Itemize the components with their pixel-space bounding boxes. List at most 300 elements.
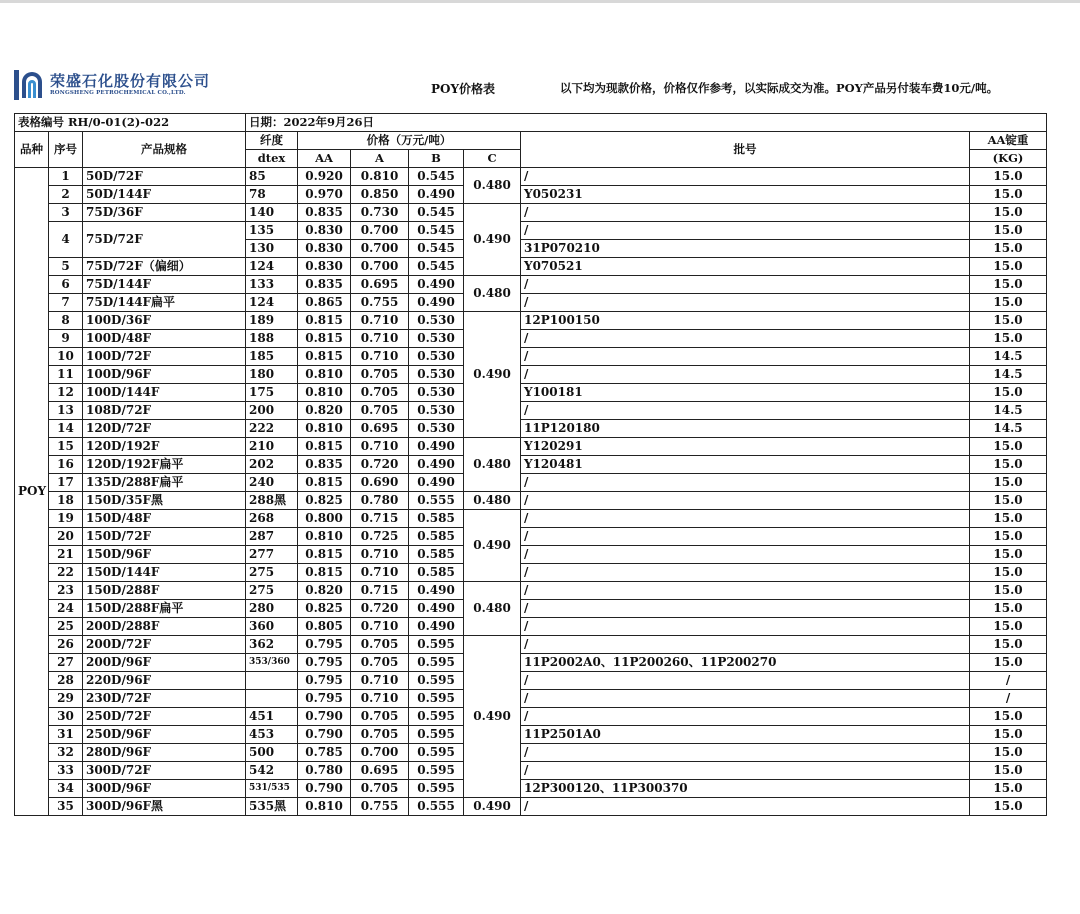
seq-cell: 22 [49,564,83,582]
batch-cell: / [521,672,970,690]
spec-cell: 150D/288F扁平 [83,600,246,618]
table-row [15,456,1047,474]
price-c-cell: 0.490 [464,510,521,582]
dtex-cell: 188 [246,330,298,348]
table-row [15,726,1047,744]
table-row [15,312,1047,330]
weight-cell: 15.0 [970,456,1047,474]
table-row [15,366,1047,384]
price-c-cell: 0.490 [464,636,521,798]
price-a-cell: 0.710 [351,312,409,330]
variety-cell: POY [15,168,49,816]
table-row [15,564,1047,582]
dtex-cell: 78 [246,186,298,204]
weight-cell: 15.0 [970,708,1047,726]
spec-cell: 100D/36F [83,312,246,330]
seq-cell: 11 [49,366,83,384]
table-row [15,798,1047,816]
dtex-cell: 140 [246,204,298,222]
batch-cell: / [521,348,970,366]
price-b-cell: 0.585 [409,510,464,528]
seq-cell: 24 [49,600,83,618]
price-a-cell: 0.850 [351,186,409,204]
spec-cell: 300D/96F黑 [83,798,246,816]
price-b-cell: 0.530 [409,312,464,330]
batch-cell: / [521,546,970,564]
price-a-cell: 0.705 [351,726,409,744]
batch-cell: 11P120180 [521,420,970,438]
spec-cell: 50D/144F [83,186,246,204]
spec-cell: 120D/72F [83,420,246,438]
dtex-cell: 189 [246,312,298,330]
dtex-cell: 185 [246,348,298,366]
weight-cell: 14.5 [970,402,1047,420]
weight-cell: 15.0 [970,204,1047,222]
table-row [15,582,1047,600]
price-aa-cell: 0.810 [298,420,351,438]
dtex-cell: 124 [246,294,298,312]
batch-cell: / [521,168,970,186]
price-a-cell: 0.710 [351,438,409,456]
batch-cell: 11P2002A0、11P200260、11P200270 [521,654,970,672]
price-aa-cell: 0.835 [298,276,351,294]
batch-cell: / [521,690,970,708]
price-a-cell: 0.710 [351,564,409,582]
price-aa-cell: 0.795 [298,690,351,708]
weight-cell: 15.0 [970,474,1047,492]
table-row [15,600,1047,618]
price-b-cell: 0.555 [409,492,464,510]
price-aa-cell: 0.820 [298,402,351,420]
price-aa-cell: 0.790 [298,708,351,726]
price-b-cell: 0.530 [409,402,464,420]
batch-cell: / [521,366,970,384]
price-a-cell: 0.700 [351,258,409,276]
table-row [15,528,1047,546]
price-b-cell: 0.595 [409,780,464,798]
price-a-cell: 0.695 [351,276,409,294]
header-batch: 批号 [521,132,970,168]
batch-cell: 12P300120、11P300370 [521,780,970,798]
top-bar [0,0,1080,3]
batch-cell: / [521,582,970,600]
price-aa-cell: 0.795 [298,672,351,690]
table-row [15,276,1047,294]
batch-cell: / [521,330,970,348]
price-a-cell: 0.710 [351,546,409,564]
weight-cell: 14.5 [970,420,1047,438]
price-b-cell: 0.490 [409,294,464,312]
batch-cell: 31P070210 [521,240,970,258]
dtex-cell: 222 [246,420,298,438]
seq-cell: 31 [49,726,83,744]
spec-cell: 150D/72F [83,528,246,546]
spec-cell: 280D/96F [83,744,246,762]
price-aa-cell: 0.785 [298,744,351,762]
company-logo [14,70,210,100]
spec-cell: 150D/35F黑 [83,492,246,510]
table-row [15,780,1047,798]
seq-cell: 6 [49,276,83,294]
price-aa-cell: 0.970 [298,186,351,204]
seq-cell: 17 [49,474,83,492]
weight-cell: 15.0 [970,168,1047,186]
seq-cell: 1 [49,168,83,186]
price-a-cell: 0.705 [351,636,409,654]
price-a-cell: 0.705 [351,402,409,420]
price-b-cell: 0.530 [409,348,464,366]
price-aa-cell: 0.780 [298,762,351,780]
table-row [15,294,1047,312]
dtex-cell: 268 [246,510,298,528]
table-row [15,708,1047,726]
price-b-cell: 0.490 [409,186,464,204]
price-a-cell: 0.700 [351,240,409,258]
batch-cell: / [521,402,970,420]
price-a-cell: 0.710 [351,690,409,708]
weight-cell: 15.0 [970,276,1047,294]
price-aa-cell: 0.810 [298,528,351,546]
dtex-cell: 124 [246,258,298,276]
seq-cell: 13 [49,402,83,420]
price-aa-cell: 0.800 [298,510,351,528]
table-row [15,258,1047,276]
batch-cell: / [521,528,970,546]
weight-cell: 15.0 [970,222,1047,240]
batch-cell: Y050231 [521,186,970,204]
price-a-cell: 0.715 [351,510,409,528]
price-aa-cell: 0.805 [298,618,351,636]
header-c: C [464,150,521,168]
batch-cell: 12P100150 [521,312,970,330]
header-a: A [351,150,409,168]
header-weight: AA锭重 [970,132,1047,150]
header-variety: 品种 [15,132,49,168]
weight-cell: 15.0 [970,384,1047,402]
batch-cell: / [521,276,970,294]
batch-cell: / [521,600,970,618]
header-aa: AA [298,150,351,168]
price-b-cell: 0.585 [409,546,464,564]
price-b-cell: 0.545 [409,222,464,240]
price-aa-cell: 0.830 [298,240,351,258]
price-aa-cell: 0.810 [298,384,351,402]
header-price: 价格（万元/吨） [298,132,521,150]
table-row [15,168,1047,186]
spec-cell: 200D/72F [83,636,246,654]
weight-cell: 15.0 [970,438,1047,456]
seq-cell: 8 [49,312,83,330]
table-row [15,384,1047,402]
dtex-cell: 130 [246,240,298,258]
header-dtex: 纤度 [246,132,298,150]
price-b-cell: 0.530 [409,366,464,384]
price-a-cell: 0.780 [351,492,409,510]
seq-cell: 29 [49,690,83,708]
weight-cell: 15.0 [970,618,1047,636]
batch-cell: / [521,564,970,582]
price-notice: 以下均为现款价格，价格仅作参考，以实际成交为准。POY产品另付装车费10元/吨。 [560,81,999,95]
spec-cell: 150D/288F [83,582,246,600]
weight-cell: 15.0 [970,726,1047,744]
price-aa-cell: 0.865 [298,294,351,312]
table-row [15,474,1047,492]
table-row [15,438,1047,456]
dtex-cell: 531/535 [246,780,298,798]
table-row [15,672,1047,690]
weight-cell: 15.0 [970,330,1047,348]
price-c-cell: 0.480 [464,168,521,204]
spec-cell: 100D/144F [83,384,246,402]
weight-cell: 15.0 [970,780,1047,798]
price-aa-cell: 0.835 [298,456,351,474]
spec-cell: 100D/96F [83,366,246,384]
price-a-cell: 0.720 [351,600,409,618]
spec-cell: 230D/72F [83,690,246,708]
price-c-cell: 0.490 [464,204,521,276]
price-a-cell: 0.695 [351,420,409,438]
price-b-cell: 0.595 [409,708,464,726]
price-b-cell: 0.595 [409,636,464,654]
dtex-cell: 240 [246,474,298,492]
seq-cell: 21 [49,546,83,564]
price-a-cell: 0.755 [351,798,409,816]
price-aa-cell: 0.815 [298,312,351,330]
price-b-cell: 0.595 [409,690,464,708]
price-aa-cell: 0.795 [298,636,351,654]
price-c-cell: 0.480 [464,582,521,636]
form-number: 表格编号 RH/0-01(2)-022 [15,114,246,132]
price-aa-cell: 0.815 [298,564,351,582]
spec-cell: 75D/36F [83,204,246,222]
price-aa-cell: 0.920 [298,168,351,186]
seq-cell: 9 [49,330,83,348]
price-aa-cell: 0.830 [298,258,351,276]
table-row [15,618,1047,636]
batch-cell: / [521,744,970,762]
header-spec: 产品规格 [83,132,246,168]
spec-cell: 75D/72F（偏细） [83,258,246,276]
price-b-cell: 0.530 [409,330,464,348]
batch-cell: / [521,474,970,492]
table-row [15,510,1047,528]
weight-cell: 15.0 [970,762,1047,780]
batch-cell: Y120481 [521,456,970,474]
dtex-cell: 180 [246,366,298,384]
price-a-cell: 0.710 [351,672,409,690]
dtex-cell: 353/360 [246,654,298,672]
weight-cell: 15.0 [970,312,1047,330]
dtex-cell: 453 [246,726,298,744]
price-a-cell: 0.715 [351,582,409,600]
table-row [15,654,1047,672]
table-row [15,420,1047,438]
dtex-cell: 133 [246,276,298,294]
table-row [15,186,1047,204]
company-name-en: RONGSHENG PETROCHEMICAL CO.,LTD. [50,90,186,96]
spec-cell: 100D/48F [83,330,246,348]
table-row [15,222,1047,240]
price-a-cell: 0.810 [351,168,409,186]
price-a-cell: 0.705 [351,384,409,402]
company-name-cn: 荣盛石化股份有限公司 [50,72,211,90]
dtex-cell: 288黑 [246,492,298,510]
table-row [15,690,1047,708]
price-b-cell: 0.490 [409,456,464,474]
batch-cell: Y120291 [521,438,970,456]
price-b-cell: 0.545 [409,240,464,258]
price-a-cell: 0.710 [351,330,409,348]
price-a-cell: 0.695 [351,762,409,780]
batch-cell: Y070521 [521,258,970,276]
seq-cell: 19 [49,510,83,528]
dtex-cell: 362 [246,636,298,654]
seq-cell: 16 [49,456,83,474]
batch-cell: / [521,708,970,726]
seq-cell: 25 [49,618,83,636]
page-title: POY价格表 [431,82,496,96]
weight-cell: 15.0 [970,510,1047,528]
batch-cell: / [521,798,970,816]
spec-cell: 135D/288F扁平 [83,474,246,492]
weight-cell: 15.0 [970,294,1047,312]
price-a-cell: 0.690 [351,474,409,492]
seq-cell: 28 [49,672,83,690]
weight-cell: 15.0 [970,744,1047,762]
spec-cell: 100D/72F [83,348,246,366]
spec-cell: 75D/144F [83,276,246,294]
price-a-cell: 0.705 [351,366,409,384]
spec-cell: 300D/96F [83,780,246,798]
dtex-cell: 175 [246,384,298,402]
weight-cell: 15.0 [970,564,1047,582]
price-aa-cell: 0.825 [298,492,351,510]
batch-cell: / [521,618,970,636]
spec-cell: 250D/96F [83,726,246,744]
table-row [15,744,1047,762]
price-b-cell: 0.490 [409,474,464,492]
price-c-cell: 0.490 [464,798,521,816]
price-aa-cell: 0.815 [298,546,351,564]
date: 日期：2022年9月26日 [246,114,1047,132]
dtex-cell: 200 [246,402,298,420]
weight-cell: 15.0 [970,636,1047,654]
batch-cell: / [521,222,970,240]
weight-cell: 15.0 [970,582,1047,600]
price-b-cell: 0.490 [409,582,464,600]
weight-cell: 15.0 [970,600,1047,618]
table-row [15,762,1047,780]
price-c-cell: 0.480 [464,492,521,510]
spec-cell: 120D/192F [83,438,246,456]
dtex-cell: 287 [246,528,298,546]
seq-cell: 18 [49,492,83,510]
seq-cell: 12 [49,384,83,402]
weight-cell: 15.0 [970,546,1047,564]
spec-cell: 200D/288F [83,618,246,636]
price-a-cell: 0.705 [351,708,409,726]
price-a-cell: 0.710 [351,618,409,636]
price-c-cell: 0.490 [464,312,521,438]
header-b: B [409,150,464,168]
spec-cell: 75D/144F扁平 [83,294,246,312]
price-b-cell: 0.545 [409,204,464,222]
seq-cell: 15 [49,438,83,456]
header-dtex-unit: dtex [246,150,298,168]
weight-cell: / [970,690,1047,708]
dtex-cell: 280 [246,600,298,618]
dtex-cell: 202 [246,456,298,474]
seq-cell: 33 [49,762,83,780]
table-row [15,204,1047,222]
weight-cell: 15.0 [970,492,1047,510]
spec-cell: 50D/72F [83,168,246,186]
price-a-cell: 0.755 [351,294,409,312]
price-aa-cell: 0.815 [298,474,351,492]
price-b-cell: 0.585 [409,564,464,582]
batch-cell: Y100181 [521,384,970,402]
price-c-cell: 0.480 [464,276,521,312]
price-b-cell: 0.490 [409,438,464,456]
batch-cell: / [521,510,970,528]
price-a-cell: 0.725 [351,528,409,546]
weight-cell: 15.0 [970,240,1047,258]
dtex-cell: 275 [246,582,298,600]
table-row [15,402,1047,420]
seq-cell: 30 [49,708,83,726]
weight-cell: 15.0 [970,528,1047,546]
price-b-cell: 0.490 [409,618,464,636]
dtex-cell: 277 [246,546,298,564]
batch-cell: / [521,636,970,654]
price-aa-cell: 0.830 [298,222,351,240]
price-aa-cell: 0.790 [298,780,351,798]
spec-cell: 200D/96F [83,654,246,672]
spec-cell: 150D/96F [83,546,246,564]
seq-cell: 4 [49,222,83,258]
weight-cell: 15.0 [970,258,1047,276]
seq-cell: 20 [49,528,83,546]
price-b-cell: 0.490 [409,600,464,618]
weight-cell: 15.0 [970,186,1047,204]
table-row [15,546,1047,564]
price-aa-cell: 0.810 [298,798,351,816]
price-b-cell: 0.530 [409,384,464,402]
price-a-cell: 0.705 [351,654,409,672]
price-a-cell: 0.700 [351,222,409,240]
price-aa-cell: 0.795 [298,654,351,672]
price-aa-cell: 0.790 [298,726,351,744]
weight-cell: / [970,672,1047,690]
price-a-cell: 0.720 [351,456,409,474]
batch-cell: 11P2501A0 [521,726,970,744]
dtex-cell [246,690,298,708]
price-aa-cell: 0.835 [298,204,351,222]
price-aa-cell: 0.810 [298,366,351,384]
batch-cell: / [521,294,970,312]
batch-cell: / [521,204,970,222]
weight-cell: 14.5 [970,348,1047,366]
dtex-cell: 210 [246,438,298,456]
dtex-cell: 500 [246,744,298,762]
seq-cell: 2 [49,186,83,204]
dtex-cell [246,672,298,690]
batch-cell: / [521,762,970,780]
seq-cell: 34 [49,780,83,798]
dtex-cell: 451 [246,708,298,726]
spec-cell: 150D/48F [83,510,246,528]
price-aa-cell: 0.815 [298,330,351,348]
